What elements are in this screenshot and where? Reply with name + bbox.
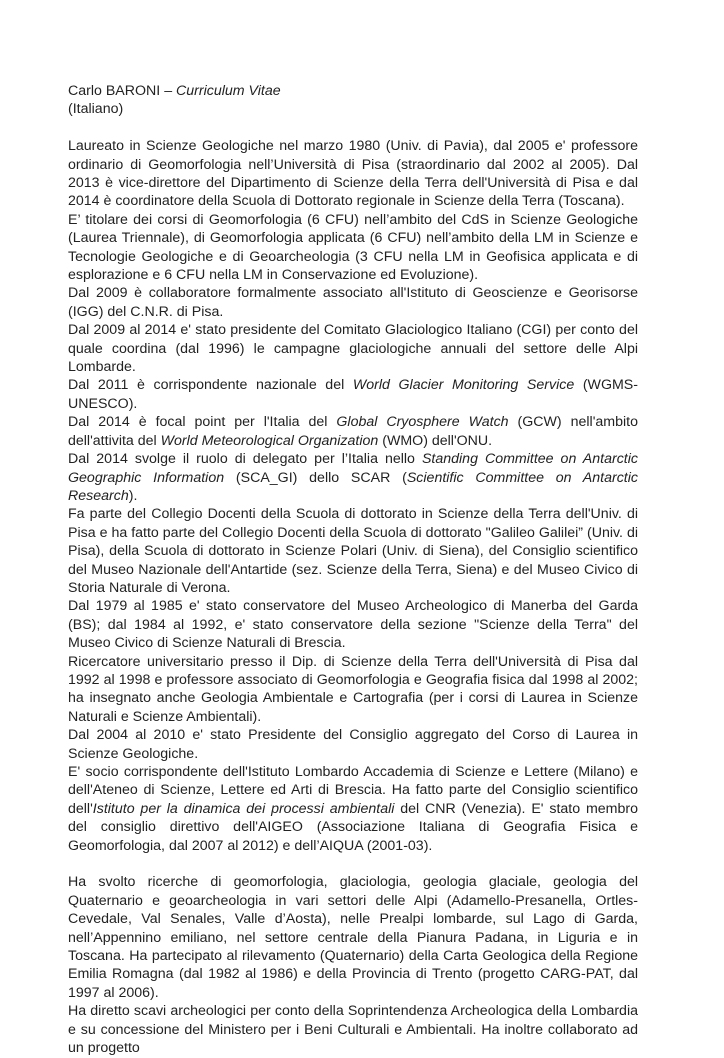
text-run: E' socio corrispondente dell'Istituto Lombardo Accademia di Scienze e Lettere (Milano) e dell'Ateneo di Scienze, Lettere ed Arti di Brescia. Ha fatto parte del Consiglio scientifico dell': [68, 764, 638, 817]
spacer: [68, 855, 638, 873]
text-run: Dal 2014 è focal point per l'Italia del: [68, 414, 337, 431]
text-run: ).: [128, 487, 138, 504]
text-run: Fa parte del Collegio Docenti della Scuola di dottorato in Scienze della Terra dell'Univ. di Pisa e ha fatto parte del Collegio Docenti della Scuola di dottorato "Galileo Galilei” (Univ. di Pisa), della Scuola di dottorato in Scienze Polari (Univ. di Siena), del Consiglio scientifico del Museo Nazionale dell'Antartide (sez. Scienze della Terra, Siena) e del Museo Civico di Storia Naturale di Verona.: [68, 506, 638, 596]
body-text: [68, 137, 638, 1057]
paragraph: [68, 726, 638, 763]
text-run: Ha diretto scavi archeologici per conto della Soprintendenza Archeologica della Lombardia e su concessione del Ministero per i Beni Culturali e Ambientali. Ha inoltre collaborato ad un progetto: [68, 1003, 638, 1057]
paragraph: [68, 1002, 638, 1057]
text-run: del CNR (Venezia). E' stato membro del consiglio direttivo dell'AIGEO (Associazione Italiana di Geografia Fisica e Geomorfologia, dal 2007 al 2012) e dell’AIQUA (2001-03).: [68, 800, 638, 854]
text-run: (GCW) nell'ambito dell'attivita del: [68, 414, 638, 449]
text-run: Dal 2009 al 2014 e' stato presidente del Comitato Glaciologico Italiano (CGI) per conto del quale coordina (dal 1996) le campagne glaciologiche annuali del settore delle Alpi Lombarde.: [68, 322, 638, 376]
text-run: E’ titolare dei corsi di Geomorfologia (6 CFU) nell’ambito del CdS in Scienze Geologiche (Laurea Triennale), di Geomorfologia applicata (6 CFU) nell’ambito della LM in Scienze e Tecnologie Geologiche e di Geoarcheologia (3 CFU nella LM in Geofisica applicata e di esplorazione e 6 CFU nella LM in Conservazione ed Evoluzione).: [68, 211, 638, 284]
author-name: Carlo BARONI: [68, 83, 161, 99]
paragraph: [68, 597, 638, 652]
italic-text: World Glacier Monitoring Service: [352, 377, 575, 394]
text-run: (SCA_GI) dello SCAR (: [224, 469, 407, 486]
italic-text: Standing Committee on Antarctic Geographic Information: [68, 451, 638, 486]
italic-text: World Meteorological Organization: [160, 432, 379, 449]
paragraph: [68, 284, 638, 321]
paragraph: [68, 413, 638, 450]
paragraph: [68, 505, 638, 597]
text-run: Dal 2004 al 2010 e' stato Presidente del Consiglio aggregato del Corso di Laurea in Scienze Geologiche.: [68, 727, 638, 762]
text-run: Dal 2009 è collaboratore formalmente associato all'Istituto di Geoscienze e Georisorse (IGG) del C.N.R. di Pisa.: [68, 285, 638, 320]
text-run: (WGMS-UNESCO).: [68, 377, 638, 412]
paragraph: [68, 376, 638, 413]
header-separator: –: [160, 83, 177, 99]
document-header: [68, 82, 638, 100]
language-label: (Italiano): [68, 101, 124, 118]
text-run: Laureato in Scienze Geologiche nel marzo 1980 (Univ. di Pavia), dal 2005 e' professore ordinario di Geomorfologia nell’Università di Pisa (straordinario dal 2002 al 2005). Dal 2013 è vice-direttore del Dipartimento di Scienze della Terra dell'Università di Pisa e dal 2014 è coordinatore della Scuola di Dottorato regionale in Scienze della Terra (Toscana).: [68, 138, 638, 210]
document-page: [68, 82, 638, 1058]
italic-text: Istituto per la dinamica dei processi ambientali: [92, 800, 395, 817]
paragraph: [68, 450, 638, 505]
paragraph: [68, 211, 638, 285]
paragraph: [68, 137, 638, 211]
text-run: Dal 2014 svolge il ruolo di delegato per l’Italia nello: [68, 451, 422, 468]
paragraph: [68, 653, 638, 727]
paragraph: [68, 873, 638, 1002]
text-run: Ha svolto ricerche di geomorfologia, glaciologia, geologia glaciale, geologia del Quaternario e geoarcheologia in vari settori delle Alpi (Adamello-Presanella, Ortles-Cevedale, Val Senales, Valle d’Aosta), nelle Prealpi lombarde, sul Lago di Garda, nell’Appennino emiliano, nel settore centrale della Pianura Padana, in Liguria e in Toscana. Ha partecipato al rilevamento (Quaternario) della Carta Geologica della Regione Emilia Romagna (dal 1982 al 1986) e della Provincia di Trento (progetto CARG-PAT, dal 1997 al 2006).: [68, 874, 638, 1001]
spacer: [68, 119, 638, 137]
text-run: (WMO) dell'ONU.: [378, 432, 493, 449]
italic-text: Global Cryosphere Watch: [336, 414, 509, 431]
paragraph: [68, 763, 638, 855]
text-run: Ricercatore universitario presso il Dip. di Scienze della Terra dell'Università di Pisa dal 1992 al 1998 e professore associato di Geomorfologia e Geografia fisica dal 1998 al 2002; ha insegnato anche Geologia Ambientale e Cartografia (per i corsi di Laurea in Scienze Naturali e Scienze Ambientali).: [68, 653, 638, 725]
text-run: Dal 2011 è corrispondente nazionale del: [68, 377, 353, 394]
document-title: Curriculum Vitae: [176, 83, 281, 99]
paragraph: [68, 321, 638, 376]
text-run: Dal 1979 al 1985 e' stato conservatore del Museo Archeologico di Manerba del Garda (BS); dal 1984 al 1992, e' stato conservatore della sezione "Scienze della Terra" del Museo Civico di Scienze Naturali di Brescia.: [68, 598, 638, 652]
italic-text: Scientific Committee on Antarctic Research: [68, 469, 638, 504]
